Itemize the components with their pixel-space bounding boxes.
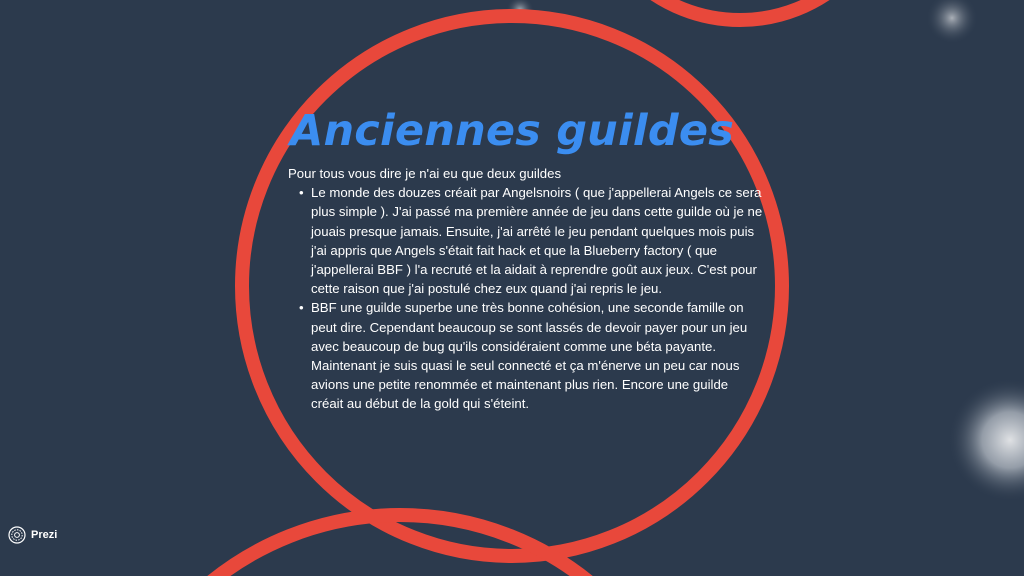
bullet-item — [288, 298, 763, 413]
slide-intro: Pour tous vous dire je n'ai eu que deux guildes — [288, 166, 562, 181]
prezi-label: Prezi — [31, 529, 58, 541]
bullet-dot: • — [299, 300, 304, 316]
light-blur-spot — [948, 378, 1024, 502]
prezi-logo-icon — [8, 526, 26, 544]
bullet-text: BBF une guilde superbe une très bonne cohésion, une seconde famille on peut dire. Cependant beaucoup se sont lassés de devoir payer pour un jeu avec beaucoup de bug qu'ils considéraient comme une béta payante. Maintenant je suis quasi le seul connecté et ça m'énerve un peu car nous avions une petite renommée et maintenant plus rien. Encore une guilde créait au début de la gold qui s'éteint. — [311, 300, 748, 412]
bullet-dot: • — [299, 185, 304, 201]
bullet-text: Le monde des douzes créait par Angelsnoirs ( que j'appellerai Angels ce sera plus simple ). J'ai passé ma première année de jeu dans cette guilde où je ne jouais presque jamais. Ensuite, j'ai arrêté le jeu pendant quelques mois puis j'ai appris que Angels s'était fait hack et que la Blueberry factory ( que j'appellerai BBF ) l'a recruté et la aidait à reprendre goût aux jeux. C'est pour cette raison que j'ai postulé chez eux quand j'ai repris le jeu. — [311, 185, 763, 297]
light-blur-spot — [926, 0, 978, 44]
slide-title: Anciennes guildes — [289, 106, 735, 156]
bullet-item — [288, 183, 763, 298]
slide-body — [288, 164, 768, 414]
prezi-branding-link[interactable] — [8, 525, 57, 545]
bullet-list — [288, 183, 768, 413]
decorative-ring-top — [585, 0, 895, 20]
